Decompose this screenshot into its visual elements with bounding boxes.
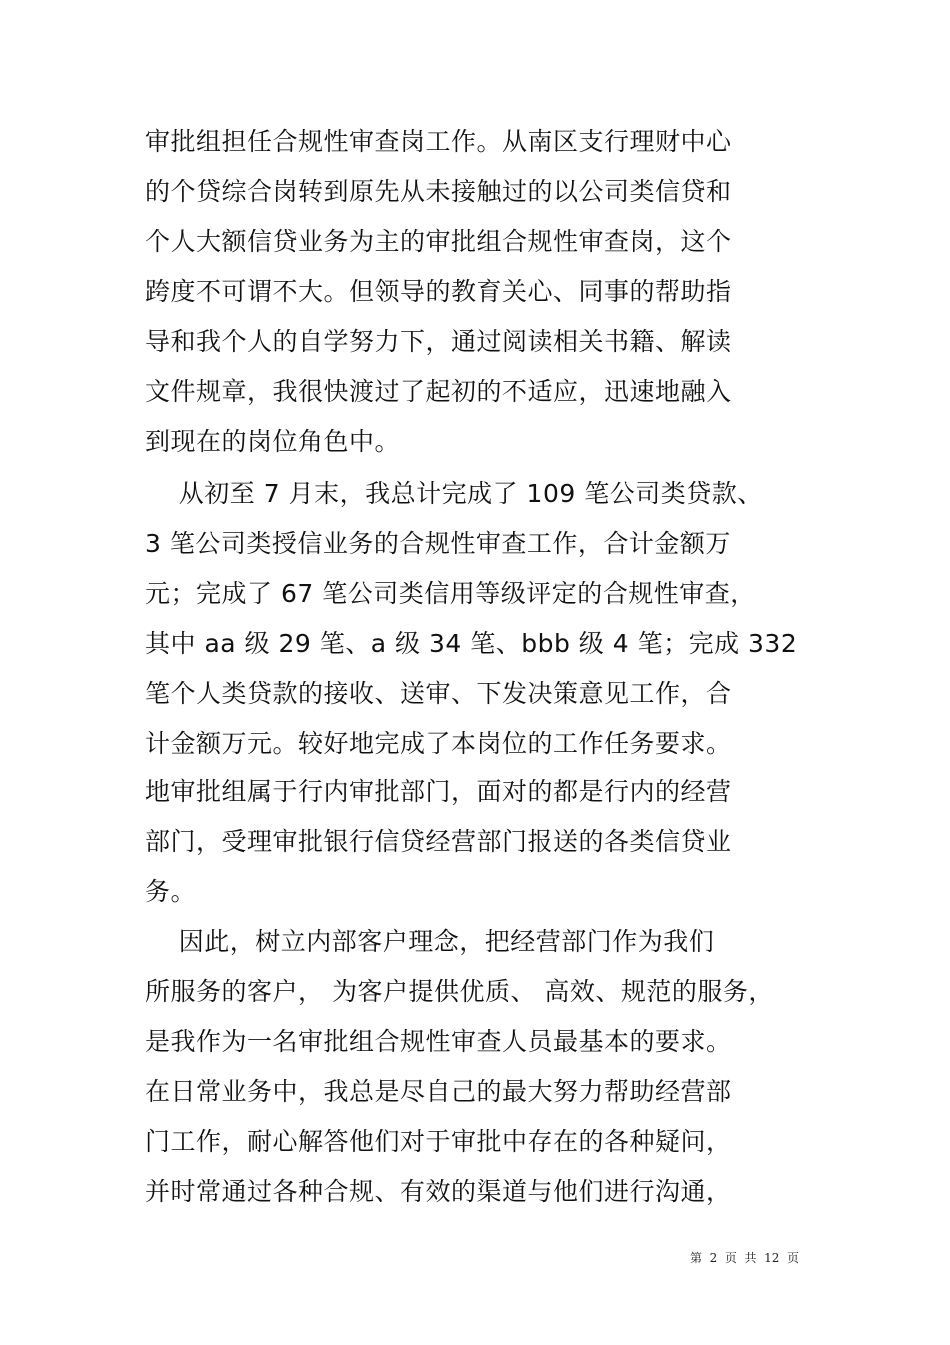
paragraph-line: 到现在的岗位角色中。 [145,427,401,456]
paragraph-line: 审批组担任合规性审查岗工作。从南区支行理财中心 [145,127,732,156]
paragraph-line: 计金额万元。较好地完成了本岗位的工作任务要求。 [145,729,732,758]
paragraph-line: 地审批组属于行内审批部门，面对的都是行内的经营 [145,777,732,806]
paragraph-line: 在日常业务中，我总是尽自己的最大努力帮助经营部 [145,1077,732,1106]
paragraph-line: 跨度不可谓不大。但领导的教育关心、同事的帮助指 [145,277,732,306]
paragraph-line: 个人大额信贷业务为主的审批组合规性审查岗，这个 [145,227,732,256]
paragraph-line: 并时常通过各种合规、有效的渠道与他们进行沟通， [145,1177,732,1206]
paragraph-line: 部门，受理审批银行信贷经营部门报送的各类信贷业 [145,827,732,856]
paragraph-line: 文件规章，我很快渡过了起初的不适应，迅速地融入 [145,377,732,406]
paragraph-line: 3 笔公司类授信业务的合规性审查工作，合计金额万 [145,529,731,558]
paragraph-line: 元；完成了 67 笔公司类信用等级评定的合规性审查， [145,579,756,608]
paragraph-line: 因此，树立内部客户理念，把经营部门作为我们 [145,927,715,956]
paragraph-line: 导和我个人的自学努力下，通过阅读相关书籍、解读 [145,327,732,356]
paragraph-line: 其中 aa 级 29 笔、a 级 34 笔、bbb 级 4 笔；完成 332 [145,629,798,658]
paragraph-line: 的个贷综合岗转到原先从未接触过的以公司类信贷和 [145,177,732,206]
paragraph-line: 从初至 7 月末，我总计完成了 109 笔公司类贷款、 [145,479,763,508]
paragraph-line: 门工作，耐心解答他们对于审批中存在的各种疑问， [145,1127,732,1156]
page-number-footer: 第 2 页 共 12 页 [690,1251,800,1265]
paragraph-line: 是我作为一名审批组合规性审查人员最基本的要求。 [145,1027,732,1056]
paragraph-line: 所服务的客户， 为客户提供优质、 高效、规范的服务， [145,977,774,1006]
paragraph-line: 务。 [145,877,197,906]
paragraph-line: 笔个人类贷款的接收、送审、下发决策意见工作，合 [145,679,732,708]
